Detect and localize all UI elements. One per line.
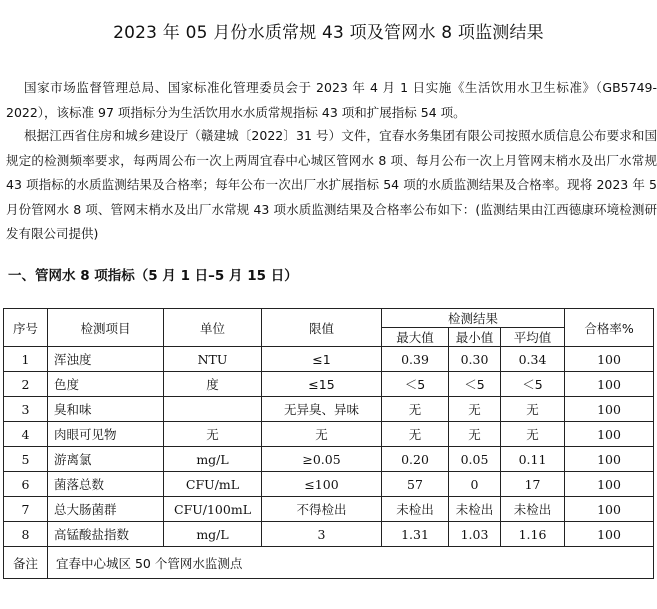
table-row [4, 472, 654, 497]
page-title: 2023 年 05 月份水质常规 43 项及管网水 8 项监测结果 [113, 23, 544, 43]
cell-avg: 无 [501, 397, 565, 422]
cell-rate: 100 [565, 472, 654, 497]
table-row [4, 522, 654, 547]
header-item: 检测项目 [48, 309, 164, 347]
cell-rate: 100 [565, 447, 654, 472]
cell-limit: ≥0.05 [262, 447, 382, 472]
cell-no: 5 [4, 447, 48, 472]
cell-limit: ≤100 [262, 472, 382, 497]
cell-avg: 0.11 [501, 447, 565, 472]
cell-avg: 未检出 [501, 497, 565, 522]
cell-avg: 无 [501, 422, 565, 447]
cell-avg: 1.16 [501, 522, 565, 547]
cell-unit: 无 [164, 422, 262, 447]
cell-rate: 100 [565, 372, 654, 397]
cell-rate: 100 [565, 497, 654, 522]
table-row [4, 447, 654, 472]
table-row [4, 372, 654, 397]
cell-rate: 100 [565, 397, 654, 422]
cell-item: 肉眼可见物 [48, 422, 164, 447]
note-label: 备注 [4, 547, 48, 579]
cell-item: 游离氯 [48, 447, 164, 472]
cell-no: 1 [4, 347, 48, 372]
cell-no: 2 [4, 372, 48, 397]
cell-item: 臭和味 [48, 397, 164, 422]
monitoring-results-table [3, 308, 654, 579]
cell-item: 色度 [48, 372, 164, 397]
cell-unit: mg/L [164, 522, 262, 547]
cell-item: 总大肠菌群 [48, 497, 164, 522]
header-avg: 平均值 [501, 328, 565, 347]
cell-min: 0 [449, 472, 501, 497]
cell-item: 菌落总数 [48, 472, 164, 497]
cell-unit: NTU [164, 347, 262, 372]
table-row [4, 397, 654, 422]
cell-max: 无 [382, 397, 449, 422]
cell-max: 0.20 [382, 447, 449, 472]
cell-max: 0.39 [382, 347, 449, 372]
cell-avg: ＜5 [501, 372, 565, 397]
publication-paragraph: 根据江西省住房和城乡建设厅（赣建城〔2022〕31 号）文件，宜春水务集团有限公司按照水质信息公布要求和国规定的检测频率要求，每两周公布一次上两周宜春中心城区管网水 8 项、每月公布一次上月管网末梢水及出厂水常规 43 项指标的水质监测结果及合格率；每年公布一次出厂水扩展指标 54 项的水质监测结果及合格率。现将 2023 年 5 月份管网水 8 项、管网末梢水及出厂水常规 43 项水质监测结果及合格率公布如下：(监测结果由江西德康环境检测研发有限公司提供) [6, 128, 657, 241]
cell-unit [164, 397, 262, 422]
cell-min: 未检出 [449, 497, 501, 522]
cell-min: 无 [449, 422, 501, 447]
table-row [4, 347, 654, 372]
cell-rate: 100 [565, 522, 654, 547]
cell-unit: CFU/mL [164, 472, 262, 497]
cell-max: 1.31 [382, 522, 449, 547]
cell-max: 57 [382, 472, 449, 497]
table-note-row [4, 547, 654, 579]
cell-min: 无 [449, 397, 501, 422]
intro-paragraph: 国家市场监督管理总局、国家标准化管理委员会于 2023 年 4 月 1 日实施《生活饮用水卫生标准》（GB5749-2022），该标准 97 项指标分为生活饮用水水质常规指标 43 项和扩展指标 54 项。 [6, 80, 657, 120]
cell-min: 0.05 [449, 447, 501, 472]
cell-avg: 17 [501, 472, 565, 497]
cell-rate: 100 [565, 347, 654, 372]
cell-max: 未检出 [382, 497, 449, 522]
cell-no: 7 [4, 497, 48, 522]
header-max: 最大值 [382, 328, 449, 347]
cell-unit: 度 [164, 372, 262, 397]
header-results: 检测结果 [382, 309, 565, 328]
table-row [4, 497, 654, 522]
cell-unit: mg/L [164, 447, 262, 472]
cell-rate: 100 [565, 422, 654, 447]
cell-limit: 3 [262, 522, 382, 547]
cell-avg: 0.34 [501, 347, 565, 372]
cell-limit: ≤15 [262, 372, 382, 397]
cell-item: 浑浊度 [48, 347, 164, 372]
cell-no: 6 [4, 472, 48, 497]
section-heading: 一、管网水 8 项指标（5 月 1 日–5 月 15 日） [8, 268, 298, 284]
header-limit: 限值 [262, 309, 382, 347]
cell-no: 4 [4, 422, 48, 447]
cell-limit: 不得检出 [262, 497, 382, 522]
header-min: 最小值 [449, 328, 501, 347]
header-rate: 合格率% [565, 309, 654, 347]
cell-item: 高锰酸盐指数 [48, 522, 164, 547]
cell-min: 0.30 [449, 347, 501, 372]
cell-no: 8 [4, 522, 48, 547]
cell-min: 1.03 [449, 522, 501, 547]
cell-limit: 无异臭、异味 [262, 397, 382, 422]
cell-no: 3 [4, 397, 48, 422]
table-row [4, 422, 654, 447]
cell-unit: CFU/100mL [164, 497, 262, 522]
cell-max: 无 [382, 422, 449, 447]
cell-limit: 无 [262, 422, 382, 447]
header-unit: 单位 [164, 309, 262, 347]
cell-limit: ≤1 [262, 347, 382, 372]
header-no: 序号 [4, 309, 48, 347]
table-header-row [4, 309, 654, 328]
note-text: 宜春中心城区 50 个管网水监测点 [48, 547, 654, 579]
cell-max: ＜5 [382, 372, 449, 397]
cell-min: ＜5 [449, 372, 501, 397]
